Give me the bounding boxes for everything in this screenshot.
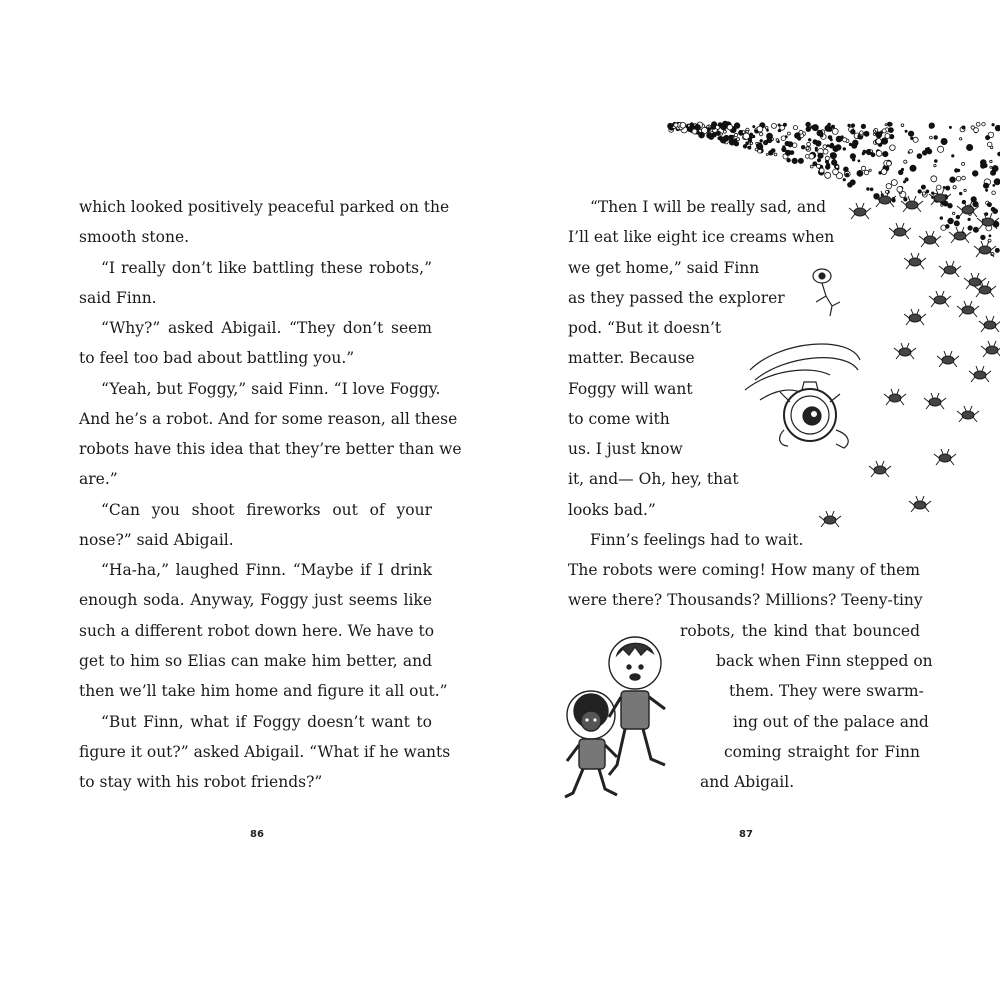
text-line: “Why?” asked Abigail. “They don’t seem (101, 319, 432, 337)
text-line: And he’s a robot. And for some reason, all these (79, 410, 458, 428)
robot-bug (957, 406, 979, 422)
text-line: The robots were coming! How many of them (568, 561, 920, 579)
text-line: it, and— Oh, hey, that (568, 470, 739, 488)
text-line: robots have this idea that they’re better than we (79, 440, 462, 458)
robot-bug (849, 203, 871, 219)
robot-bug (904, 309, 926, 325)
robot-bug (937, 351, 959, 367)
swarm-dense-cloud (668, 121, 1000, 256)
robot-bug (894, 343, 916, 359)
robot-bug (969, 366, 991, 382)
text-line: were there? Thousands? Millions? Teeny-tiny (568, 591, 923, 609)
text-line: “Can you shoot fireworks out of your (101, 501, 432, 519)
robot-bug (939, 261, 961, 277)
text-line: Foggy will want (568, 380, 693, 398)
text-line: us. I just know (568, 440, 683, 458)
robot-bug (924, 393, 946, 409)
robot-bug (934, 449, 956, 465)
text-line: back when Finn stepped on (716, 652, 933, 670)
text-line: “Ha-ha,” laughed Finn. “Maybe if I drink (101, 561, 432, 579)
text-line: ing out of the palace and (733, 713, 929, 731)
robot-bug (929, 189, 951, 205)
text-line: and Abigail. (700, 773, 795, 791)
text-line: such a different robot down here. We have to (79, 622, 435, 640)
text-line: matter. Because (568, 349, 695, 367)
robot-bug (949, 227, 971, 243)
robot-bug (929, 291, 951, 307)
text-line: Finn’s feelings had to wait. (590, 531, 804, 549)
text-line: said Finn. (79, 289, 157, 307)
text-line: to feel too bad about battling you.” (79, 349, 355, 367)
robot-bug (909, 496, 931, 512)
text-line: them. They were swarm- (729, 682, 924, 700)
text-line: “I really don’t like battling these robots,” (101, 259, 432, 277)
robot-bug (979, 316, 1000, 332)
robot-bug (889, 223, 911, 239)
text-line: nose?” said Abigail. (79, 531, 234, 549)
text-line: “But Finn, what if Foggy doesn’t want to (101, 713, 432, 731)
robot-bug (974, 241, 996, 257)
robot-bug (884, 389, 906, 405)
text-line: coming straight for Finn (724, 743, 920, 761)
page-number: 86 (250, 829, 264, 840)
text-line: pod. “But it doesn’t (568, 319, 722, 337)
text-line: are.” (79, 470, 118, 488)
robot-bug (957, 301, 979, 317)
text-line: then we’ll take him home and figure it all out.” (79, 682, 448, 700)
text-line: we get home,” said Finn (568, 259, 760, 277)
small-robot-illustration (800, 262, 850, 322)
text-line: robots, the kind that bounced (680, 622, 920, 640)
text-line: figure it out?” asked Abigail. “What if he wants (79, 743, 451, 761)
text-line: I’ll eat like eight ice creams when (568, 228, 835, 246)
robot-bug (981, 341, 1000, 357)
text-line: enough soda. Anyway, Foggy just seems like (79, 591, 432, 609)
robot-bug (904, 253, 926, 269)
page-number: 87 (739, 829, 753, 840)
text-line: as they passed the explorer (568, 289, 785, 307)
robot-bug (869, 461, 891, 477)
foggy-robot-illustration (740, 330, 870, 460)
text-line: which looked positively peaceful parked on the (79, 198, 450, 216)
text-line: to stay with his robot friends?” (79, 773, 323, 791)
text-line: “Yeah, but Foggy,” said Finn. “I love Foggy. (101, 380, 441, 398)
finn-and-abigail-illustration (555, 625, 705, 805)
robot-bug (819, 511, 841, 527)
text-line: get to him so Elias can make him better, and (79, 652, 432, 670)
robot-bug (919, 231, 941, 247)
text-line: looks bad.” (568, 501, 656, 519)
text-line: to come with (568, 410, 670, 428)
text-line: “Then I will be really sad, and (590, 198, 827, 216)
text-line: smooth stone. (79, 228, 190, 246)
